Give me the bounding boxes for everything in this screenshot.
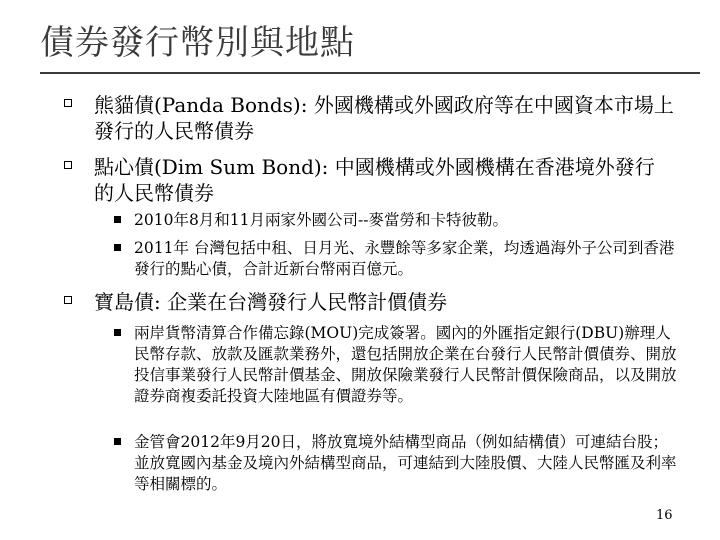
sub-bullet-text: 2011年 台灣包括中租、日月光、永豐餘等多家企業，均透過海外子公司到香港發行的點心債，合計近新台幣兩百億元。 [134,239,675,278]
hollow-square-bullet-icon [64,296,72,304]
slide-title: 債券發行幣別與地點 [40,23,355,63]
title-underline [40,72,700,74]
filled-square-bullet-icon [114,216,121,223]
filled-square-bullet-icon [114,438,121,445]
bullet-text: 熊貓債(Panda Bonds): 外國機構或外國政府等在中國資本市場上發行的人民幣債券 [94,93,674,143]
bullet-text: 點心債(Dim Sum Bond): 中國機構或外國機構在香港境外發行的人民幣債券 [94,155,655,205]
sub-bullet-text: 2010年8月和11月兩家外國公司--麥當勞和卡特彼勒。 [134,211,509,229]
bullet-text: 寶島債: 企業在台灣發行人民幣計價債券 [94,290,448,314]
hollow-square-bullet-icon [64,161,72,169]
filled-square-bullet-icon [114,329,121,336]
filled-square-bullet-icon [114,244,121,251]
sub-bullet-text: 兩岸貨幣清算合作備忘錄(MOU)完成簽署。國內的外匯指定銀行(DBU)辦理人民幣存款、放款及匯款業務外，還包括開放企業在台發行人民幣計價債券、開放投信事業發行人民幣計價基金、開放保險業發行人民幣計價保險商品，以及開放證券商複委託投資大陸地區有價證券等。 [134,324,677,405]
sub-bullet-text: 金管會2012年9月20日，將放寬境外結構型商品（例如結構債）可連結台股；並放寬國內基金及境內外結構型商品，可連結到大陸股價、大陸人民幣匯及利率等相關標的。 [134,433,677,493]
hollow-square-bullet-icon [64,99,72,107]
page-number: 16 [656,508,673,523]
